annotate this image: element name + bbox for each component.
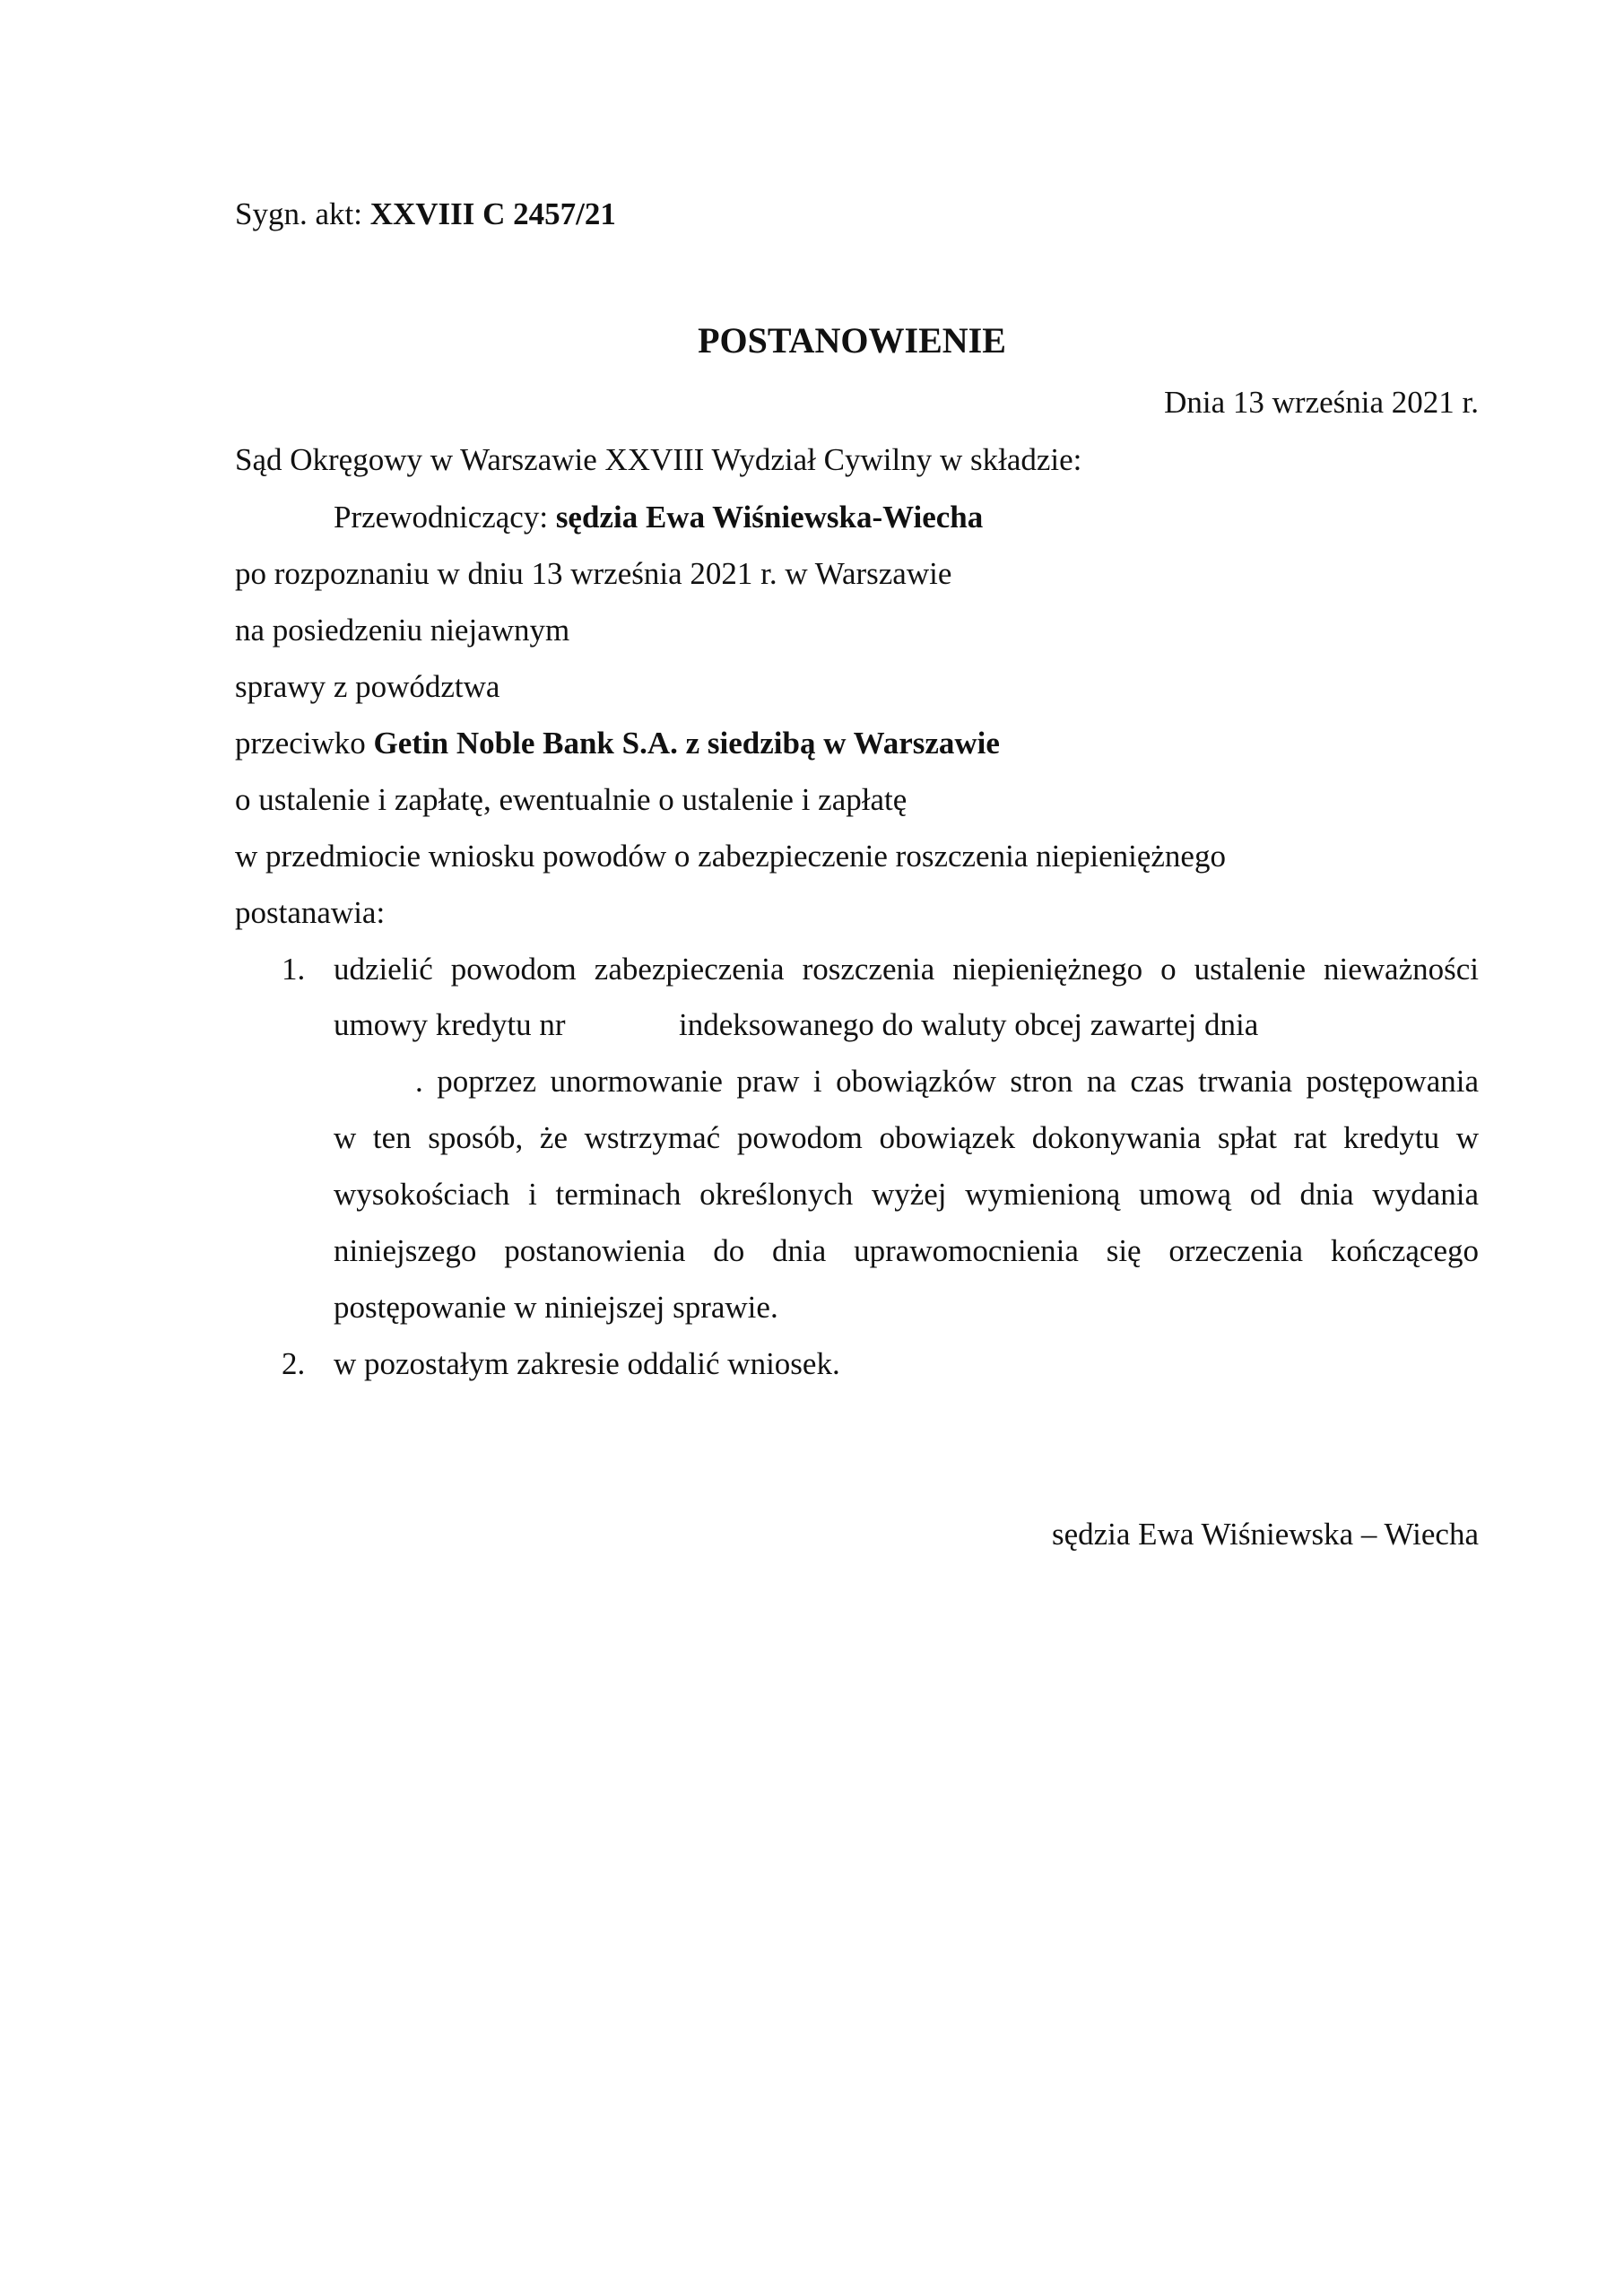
case-number: XXVIII C 2457/21 (369, 196, 616, 231)
defendant-name: Getin Noble Bank S.A. z siedzibą w Warszawie (373, 726, 1000, 761)
item-2-number: 2. (282, 1346, 306, 1381)
item-1-line-2-part-a: umowy kredytu nr (334, 1007, 566, 1042)
hearing-line: po rozpoznaniu w dniu 13 września 2021 r. w Warszawie (235, 556, 952, 591)
motion-line: w przedmiocie wniosku powodów o zabezpieczenie roszczenia niepieniężnego (235, 839, 1226, 874)
case-reference-prefix: Sygn. akt: (235, 196, 370, 231)
claim-line: sprawy z powództwa (235, 669, 500, 704)
item-1-line-7: postępowanie w niniejszej sprawie. (334, 1290, 778, 1325)
defendant-line (235, 725, 1000, 762)
against-prefix: przeciwko (235, 726, 374, 761)
item-2-line-1: w pozostałym zakresie oddalić wniosek. (334, 1346, 840, 1381)
item-1-number: 1. (282, 952, 306, 987)
item-1-line-2-part-b: indeksowanego do waluty obcej zawartej dnia (679, 1007, 1259, 1042)
document-date: Dnia 13 września 2021 r. (1164, 385, 1479, 420)
session-line: na posiedzeniu niejawnym (235, 613, 570, 648)
presiding-judge-line (334, 499, 983, 536)
presiding-prefix: Przewodniczący: (334, 500, 556, 535)
court-composition: Sąd Okręgowy w Warszawie XXVIII Wydział Cywilny w składzie: (235, 442, 1082, 477)
judge-signature: sędzia Ewa Wiśniewska – Wiecha (1051, 1517, 1479, 1552)
item-1-line-3: . poprzez unormowanie praw i obowiązków stron na czas trwania postępowania (415, 1064, 1479, 1099)
item-1-line-1: udzielić powodom zabezpieczenia roszczenia niepieniężnego o ustalenie nieważności (334, 952, 1479, 987)
subject-line: o ustalenie i zapłatę, ewentualnie o ustalenie i zapłatę (235, 782, 908, 817)
presiding-judge-name: sędzia Ewa Wiśniewska-Wiecha (555, 500, 984, 535)
decides-line: postanawia: (235, 895, 386, 930)
item-1-line-6: niniejszego postanowienia do dnia uprawomocnienia się orzeczenia kończącego (334, 1233, 1479, 1268)
item-1-line-5: wysokościach i terminach określonych wyżej wymienioną umową od dnia wydania (334, 1177, 1479, 1212)
item-1-line-4: w ten sposób, że wstrzymać powodom obowiązek dokonywania spłat rat kredytu w (334, 1120, 1479, 1155)
document-title: POSTANOWIENIE (698, 320, 1006, 361)
case-reference (235, 196, 616, 233)
